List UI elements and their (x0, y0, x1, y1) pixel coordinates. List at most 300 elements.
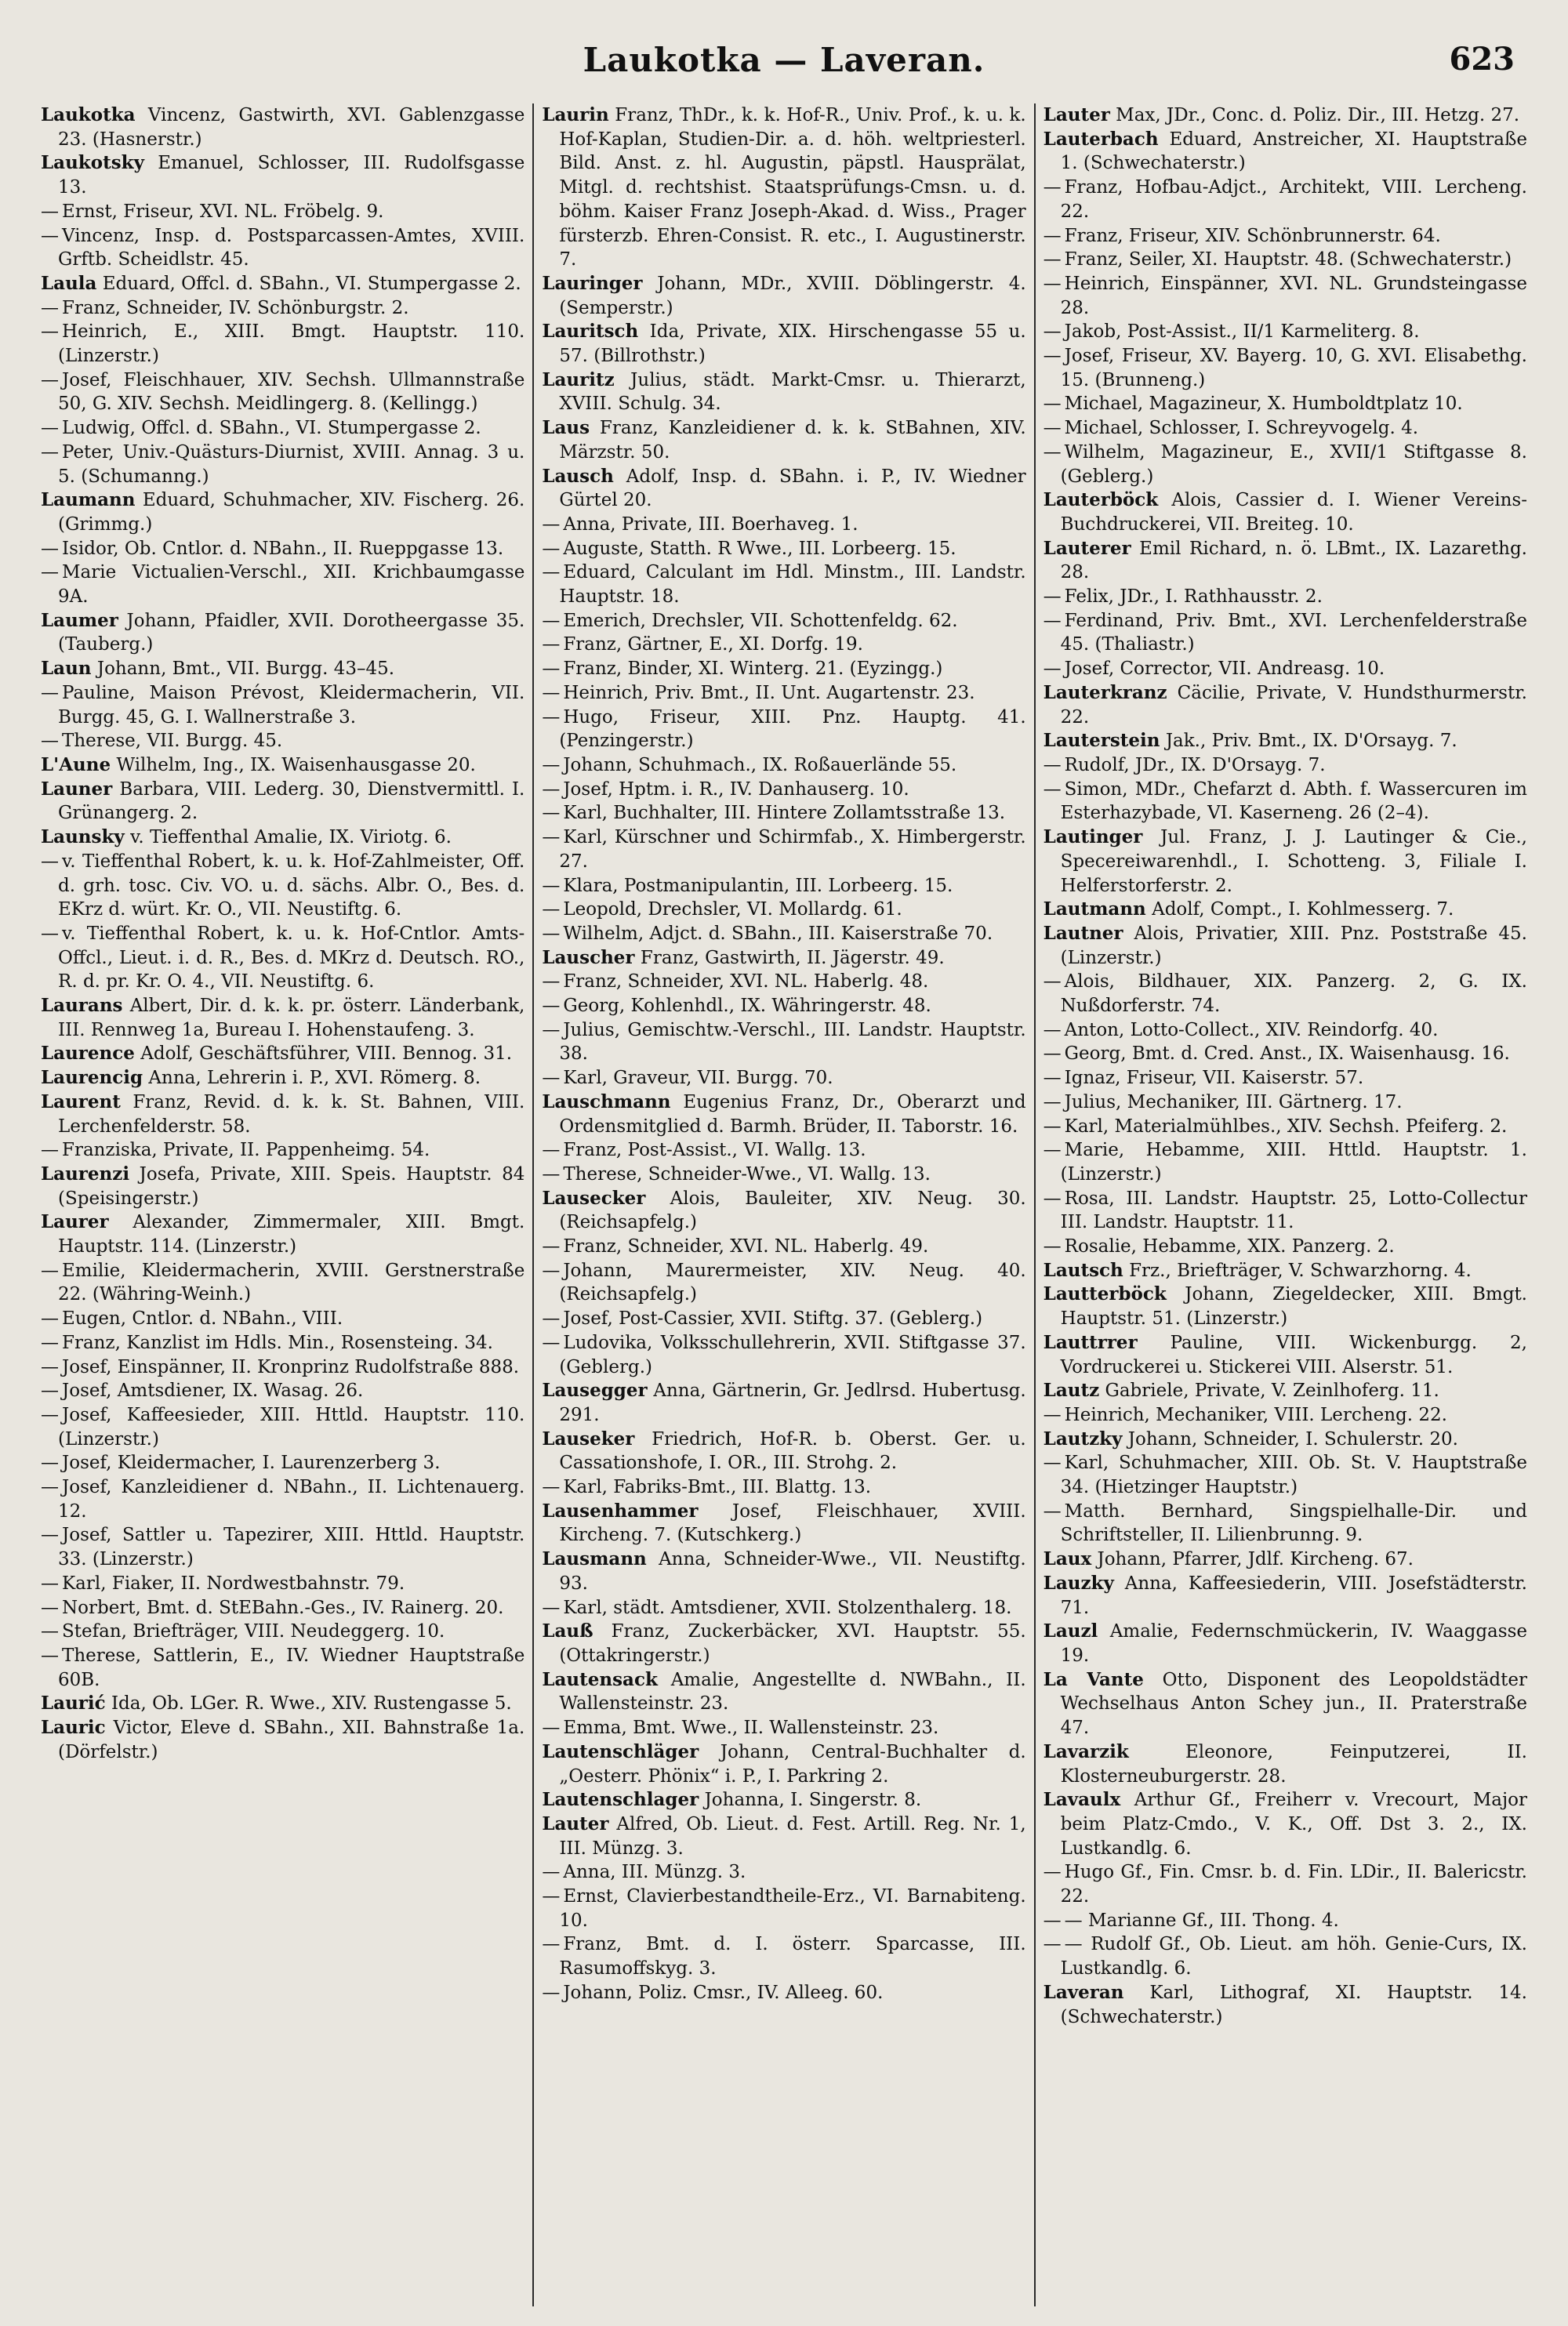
entry-dash: — (1043, 1453, 1062, 1474)
entry-details: Eduard, Calculant im Hdl. Minstm., III. Landstr. Hauptstr. 18. (559, 562, 1026, 608)
entry-details: Franz, Kanzlist im Hdls. Min., Rosensteing. 34. (62, 1332, 493, 1353)
directory-entry (1044, 1451, 1527, 1499)
directory-entry (41, 296, 524, 321)
entry-details: Karl, Buchhalter, III. Hintere Zollamtsstraße 13. (563, 803, 1006, 824)
directory-entry (1044, 898, 1527, 922)
entry-dash: — (1043, 1934, 1062, 1955)
entry-surname: Lautenschläger (542, 1740, 699, 1762)
entry-details: Pauline, VIII. Wickenburgg. 2, Vordruckerei u. Stickerei VIII. Alserstr. 51. (1060, 1332, 1527, 1377)
entry-dash: — (41, 1621, 59, 1642)
entry-details: Johann, Schneider, I. Schulerstr. 20. (1127, 1428, 1458, 1450)
directory-entry (1044, 826, 1527, 898)
entry-details: Ludwig, Offcl. d. SBahn., VI. Stumpergasse 2. (62, 418, 481, 439)
directory-entry (1044, 1187, 1527, 1235)
entry-surname: Lautz (1043, 1380, 1100, 1402)
entry-details: Julius, Mechaniker, III. Gärtnerg. 17. (1064, 1091, 1403, 1112)
entry-dash: — (41, 1453, 59, 1474)
entry-details: Simon, MDr., Chefarzt d. Abth. f. Wassercuren im Esterhazybade, VI. Kaserneng. 26 (2–4). (1060, 778, 1527, 824)
directory-entry (1044, 1379, 1527, 1403)
directory-entry (1044, 1115, 1527, 1139)
entry-details: Isidor, Ob. Cntlor. d. NBahn., II. Rueppgasse 13. (62, 538, 504, 559)
entry-details: Johann, Poliz. Cmsr., IV. Alleeg. 60. (563, 1982, 884, 2003)
entry-surname: Lauterbach (1043, 128, 1159, 150)
entry-dash: — (41, 1381, 59, 1402)
entry-details: Josef, Einspänner, II. Kronprinz Rudolfstraße 888. (62, 1356, 520, 1377)
entry-dash: — (542, 1886, 561, 1907)
directory-entry (41, 1716, 524, 1764)
directory-entry (542, 609, 1025, 633)
entry-dash: — (41, 731, 59, 752)
entry-dash: — (542, 971, 561, 992)
entry-dash: — (1043, 778, 1062, 800)
column-right (1034, 103, 1535, 2306)
entry-details: Hugo Gf., Fin. Cmsr. b. d. Fin. LDir., II. Balericstr. 22. (1060, 1862, 1527, 1907)
entry-dash: — (1043, 659, 1062, 680)
entry-dash: — (41, 1308, 59, 1330)
entry-dash: — (542, 706, 561, 728)
entry-dash: — (542, 610, 561, 631)
directory-entry (1044, 1572, 1527, 1620)
entry-surname: Lauschmann (542, 1090, 671, 1112)
entry-details: Ernst, Friseur, XVI. NL. Fröbelg. 9. (62, 201, 384, 222)
entry-dash: — (542, 1718, 561, 1739)
directory-entry (542, 898, 1025, 922)
directory-entry (41, 1596, 524, 1620)
entry-details: Vincenz, Insp. d. Postsparcassen-Amtes, XVIII. Grftb. Scheidlstr. 45. (58, 225, 525, 270)
entry-details: Franz, Post-Assist., VI. Wallg. 13. (563, 1140, 866, 1161)
directory-entry (542, 826, 1025, 873)
entry-surname: Lautsch (1043, 1259, 1123, 1281)
directory-entry (41, 657, 524, 681)
directory-entry (41, 681, 524, 729)
directory-entry (542, 1716, 1025, 1740)
entry-surname: Lauric (41, 1717, 106, 1739)
entry-dash: — (542, 1934, 561, 1955)
entry-surname: La Vante (1043, 1668, 1144, 1690)
directory-entry (41, 1259, 524, 1307)
entry-dash: — (542, 827, 561, 848)
entry-details: Franz, Hofbau-Adjct., Architekt, VIII. Lercheng. 22. (1060, 177, 1527, 222)
directory-entry (1044, 1932, 1527, 1980)
entry-dash: — (542, 562, 561, 583)
directory-entry (542, 416, 1025, 464)
directory-entry (542, 1548, 1025, 1595)
entry-details: Gabriele, Private, V. Zeinlhoferg. 11. (1105, 1381, 1439, 1402)
entry-details: Karl, Schuhmacher, XIII. Ob. St. V. Hauptstraße 34. (Hietzinger Hauptstr.) (1060, 1453, 1527, 1498)
entry-dash: — (542, 1260, 561, 1281)
entry-details: v. Tieffenthal Robert, k. u. k. Hof-Zahlmeister, Off. d. grh. tosc. Civ. VO. u. d. sächs. Albr. O., Bes. d. EKrz d. würt. Kr. O., VII. Neustiftg. 6. (58, 851, 525, 920)
entry-details: Franz, Gärtner, E., XI. Dorfg. 19. (563, 634, 863, 655)
directory-entry (542, 1259, 1025, 1307)
directory-entry (41, 1475, 524, 1523)
entry-surname: Laula (41, 272, 97, 294)
entry-details: Norbert, Bmt. d. StEBahn.-Ges., IV. Rainerg. 20. (62, 1597, 504, 1618)
entry-details: Karl, Fiaker, II. Nordwestbahnstr. 79. (62, 1573, 405, 1594)
entry-details: Pauline, Maison Prévost, Kleidermacherin, VII. Burgg. 45, G. I. Wallnerstraße 3. (58, 682, 525, 728)
directory-entry (542, 537, 1025, 561)
entry-details: Johann, Central-Buchhalter d. „Oesterr. Phönix“ i. P., I. Parkring 2. (559, 1741, 1026, 1787)
directory-entry (41, 609, 524, 657)
entry-details: Eugenius Franz, Dr., Oberarzt und Ordensmitglied d. Barmh. Brüder, II. Taborstr. 16. (559, 1091, 1026, 1137)
directory-entry (41, 1572, 524, 1596)
entry-details: Albert, Dir. d. k. k. pr. österr. Länderbank, III. Rennweg 1a, Bureau I. Hohenstaufeng. 3. (58, 996, 525, 1040)
entry-dash: — (41, 1597, 59, 1618)
directory-entry (542, 801, 1025, 826)
entry-dash: — (1043, 1188, 1062, 1209)
entry-dash: — (1043, 1091, 1062, 1112)
directory-entry (1044, 1403, 1527, 1428)
directory-entry (542, 1475, 1025, 1500)
entry-dash: — (41, 1260, 59, 1281)
directory-entry (1044, 1548, 1527, 1572)
entry-details: Karl, Lithograf, XI. Hauptstr. 14. (Schwechaterstr.) (1060, 1982, 1527, 2027)
entry-dash: — (1043, 249, 1062, 270)
entry-dash: — (41, 369, 59, 390)
entry-surname: Lauringer (542, 272, 643, 294)
entry-surname: Lausenhammer (542, 1500, 699, 1522)
directory-entry (41, 272, 524, 296)
entry-dash: — (542, 875, 561, 896)
directory-entry (542, 272, 1025, 320)
entry-details: Wilhelm, Ing., IX. Waisenhausgasse 20. (116, 754, 476, 775)
entry-details: Josefa, Private, XIII. Speis. Hauptstr. 84 (Speisingerstr.) (58, 1163, 525, 1209)
entry-details: Eleonore, Feinputzerei, II. Klosterneuburgerstr. 28. (1060, 1741, 1527, 1787)
entry-details: Wilhelm, Magazineur, E., XVII/1 Stiftgasse 8. (Geblerg.) (1060, 441, 1527, 487)
directory-entry (542, 1860, 1025, 1885)
entry-dash: — (1043, 418, 1062, 439)
entry-details: Eduard, Offcl. d. SBahn., VI. Stumpergasse 2. (102, 273, 521, 294)
directory-entry (1044, 344, 1527, 392)
entry-details: Otto, Disponent des Leopoldstädter Wechselhaus Anton Schey jun., II. Praterstraße 47. (1060, 1669, 1527, 1739)
entry-dash: — (41, 562, 59, 583)
directory-entry (41, 850, 524, 922)
directory-entry (542, 513, 1025, 537)
entry-surname: Laveran (1043, 1981, 1124, 2003)
directory-columns (33, 103, 1535, 2306)
directory-entry (41, 1331, 524, 1355)
entry-details: Cäcilie, Private, V. Hundsthurmerstr. 22. (1060, 682, 1527, 728)
entry-details: Josef, Corrector, VII. Andreasg. 10. (1064, 659, 1385, 680)
entry-details: Eduard, Schuhmacher, XIV. Fischerg. 26. (Grimmg.) (58, 490, 525, 535)
entry-dash: — (41, 1573, 59, 1594)
entry-details: Johann, Bmt., VII. Burgg. 43–45. (96, 659, 395, 680)
entry-details: Josef, Fleischhauer, XIV. Sechsh. Ullmannstraße 50, G. XIV. Sechsh. Meidlingerg. 8. (Kellingg.) (58, 369, 525, 415)
entry-dash: — (1043, 1043, 1062, 1065)
directory-entry (41, 200, 524, 224)
entry-details: Franz, Gastwirth, II. Jägerstr. 49. (640, 947, 945, 968)
entry-dash: — (1043, 394, 1062, 415)
entry-details: Ernst, Clavierbestandtheile-Erz., VI. Barnabiteng. 10. (559, 1886, 1026, 1931)
entry-details: Eugen, Cntlor. d. NBahn., VIII. (62, 1308, 343, 1330)
entry-details: Ignaz, Friseur, VII. Kaiserstr. 57. (1064, 1068, 1364, 1089)
directory-entry (41, 1451, 524, 1475)
directory-entry (542, 1813, 1025, 1860)
directory-entry (542, 1932, 1025, 1980)
entry-details: Matth. Bernhard, Singspielhalle-Dir. und Schriftsteller, II. Lilienbrunng. 9. (1060, 1500, 1527, 1546)
entry-details: Franz, Revid. d. k. k. St. Bahnen, VIII. Lerchenfelderstr. 58. (58, 1091, 525, 1137)
directory-entry (41, 320, 524, 368)
directory-entry (41, 1355, 524, 1380)
directory-entry (41, 922, 524, 994)
entry-dash: — (1043, 1140, 1062, 1161)
directory-entry (542, 1138, 1025, 1163)
entry-details: Ida, Ob. LGer. R. Wwe., XIV. Rustengasse 5. (111, 1693, 512, 1715)
directory-entry (1044, 585, 1527, 609)
entry-details: Adolf, Geschäftsführer, VIII. Bennog. 31. (140, 1043, 513, 1065)
entry-details: Heinrich, Einspänner, XVI. NL. Grundsteingasse 28. (1060, 273, 1527, 318)
entry-surname: Laumer (41, 609, 118, 631)
directory-entry (41, 994, 524, 1042)
entry-dash: — (41, 1140, 59, 1161)
directory-entry (1044, 1740, 1527, 1788)
entry-dash: — (1043, 1068, 1062, 1089)
entry-details: Jakob, Post-Assist., II/1 Karmeliterg. 8. (1064, 321, 1420, 343)
entry-surname: Laukotsky (41, 152, 144, 174)
directory-entry (542, 1090, 1025, 1138)
entry-details: Alexander, Zimmermaler, XIII. Bmgt. Hauptstr. 114. (Linzerstr.) (58, 1212, 525, 1257)
directory-entry (542, 1331, 1025, 1379)
directory-entry (1044, 488, 1527, 536)
directory-entry (1044, 176, 1527, 223)
entry-surname: Lautensack (542, 1668, 658, 1690)
entry-dash: — (41, 851, 59, 872)
entry-details: Franz, Zuckerbäcker, XVI. Hauptstr. 55. (Ottakringerstr.) (559, 1621, 1026, 1666)
entry-dash: — (542, 923, 561, 944)
directory-entry (1044, 1018, 1527, 1043)
entry-details: Friedrich, Hof-R. b. Oberst. Ger. u. Cassationshofe, I. OR., III. Strohg. 2. (559, 1428, 1026, 1474)
directory-entry (41, 778, 524, 826)
entry-dash: — (542, 996, 561, 1017)
directory-entry (542, 970, 1025, 994)
entry-details: Jak., Priv. Bmt., IX. D'Orsayg. 7. (1165, 731, 1457, 752)
directory-entry (542, 465, 1025, 513)
directory-entry (1044, 1042, 1527, 1066)
entry-details: Karl, Materialmühlbes., XIV. Sechsh. Pfeiferg. 2. (1064, 1116, 1508, 1137)
entry-details: Anna, Kaffeesiederin, VIII. Josefstädterstr. 71. (1060, 1573, 1527, 1618)
entry-surname: Launer (41, 778, 113, 800)
entry-surname: Laurin (542, 104, 609, 125)
entry-surname: Laumann (41, 489, 136, 511)
entry-details: Franz, Seiler, XI. Hauptstr. 48. (Schwechaterstr.) (1064, 249, 1512, 270)
entry-details: Adolf, Insp. d. SBahn. i. P., IV. Wiedner Gürtel 20. (559, 466, 1026, 511)
directory-entry (1044, 1428, 1527, 1452)
entry-surname: Lauter (542, 1813, 609, 1834)
directory-entry (542, 1163, 1025, 1187)
entry-dash: — (1043, 321, 1062, 343)
entry-details: Josef, Sattler u. Tapezirer, XIII. Httld. Hauptstr. 33. (Linzerstr.) (58, 1525, 525, 1570)
directory-entry (1044, 657, 1527, 681)
entry-dash: — (542, 538, 561, 559)
directory-entry (542, 681, 1025, 706)
entry-surname: Lavaulx (1043, 1789, 1121, 1811)
directory-entry (41, 1066, 524, 1090)
entry-details: Johann, Schuhmach., IX. Roßauerlände 55. (563, 754, 957, 775)
page-number: 623 (1449, 41, 1515, 78)
entry-dash: — (1043, 1500, 1062, 1522)
entry-surname: Lauterkranz (1043, 681, 1167, 703)
entry-details: Anna, Schneider-Wwe., VII. Neustiftg. 93. (559, 1549, 1026, 1594)
entry-details: Emilie, Kleidermacherin, XVIII. Gerstnerstraße 22. (Währing-Weinh.) (58, 1260, 525, 1305)
directory-entry (1044, 320, 1527, 344)
entry-dash: — (41, 1332, 59, 1353)
directory-entry (1044, 1981, 1527, 2029)
entry-details: Emma, Bmt. Wwe., II. Wallensteinstr. 23. (563, 1718, 939, 1739)
entry-details: Anna, Lehrerin i. P., XVI. Römerg. 8. (148, 1068, 481, 1089)
directory-entry (1044, 1909, 1527, 1933)
entry-details: Alois, Cassier d. I. Wiener Vereins-Buchdruckerei, VII. Breiteg. 10. (1060, 490, 1527, 535)
entry-dash: — (542, 1236, 561, 1257)
directory-entry (41, 1620, 524, 1644)
entry-dash: — (1043, 754, 1062, 775)
entry-details: Anton, Lotto-Collect., XIV. Reindorfg. 40. (1064, 1019, 1439, 1040)
entry-details: Josef, Hptm. i. R., IV. Danhauserg. 10. (563, 778, 909, 800)
directory-entry (1044, 729, 1527, 753)
entry-dash: — (542, 682, 561, 703)
entry-surname: Lausecker (542, 1187, 646, 1209)
directory-entry (1044, 778, 1527, 826)
entry-surname: Laurenzi (41, 1163, 130, 1185)
entry-dash: — (1043, 346, 1062, 367)
directory-entry (1044, 441, 1527, 488)
entry-details: Franz, Kanzleidiener d. k. k. StBahnen, XIV. Märzstr. 50. (559, 418, 1026, 463)
entry-details: Karl, Fabriks-Bmt., III. Blattg. 13. (563, 1477, 872, 1498)
entry-details: Johann, Pfaidler, XVII. Dorotheergasse 35. (Tauberg.) (58, 610, 525, 655)
entry-dash: — (542, 803, 561, 824)
entry-surname: Lautenschlager (542, 1789, 699, 1811)
directory-entry (1044, 392, 1527, 416)
entry-details: Johann, Ziegeldecker, XIII. Bmgt. Hauptstr. 51. (Linzerstr.) (1060, 1284, 1527, 1330)
directory-entry (1044, 1860, 1527, 1908)
directory-entry (1044, 609, 1527, 657)
entry-dash: — (1043, 971, 1062, 992)
entry-dash: — (41, 418, 59, 439)
directory-entry (542, 1018, 1025, 1066)
entry-details: Josef, Post-Cassier, XVII. Stiftg. 37. (Geblerg.) (563, 1308, 983, 1330)
entry-details: Emil Richard, n. ö. LBmt., IX. Lazarethg. 28. (1060, 538, 1527, 583)
directory-entry (542, 1885, 1025, 1932)
entry-details: Klara, Postmanipulantin, III. Lorbeerg. 15. (563, 875, 953, 896)
entry-surname: Laurence (41, 1043, 135, 1065)
directory-entry (542, 1620, 1025, 1667)
entry-details: Stefan, Briefträger, VIII. Neudeggerg. 10. (62, 1621, 445, 1642)
directory-entry (542, 874, 1025, 898)
entry-dash: — (542, 1982, 561, 2003)
entry-details: Michael, Schlosser, I. Schreyvogelg. 4. (1064, 418, 1419, 439)
entry-dash: — (41, 1477, 59, 1498)
entry-dash: — (542, 899, 561, 920)
directory-entry (41, 561, 524, 608)
directory-entry (41, 1644, 524, 1692)
entry-dash: — (41, 1646, 59, 1666)
entry-dash: — (1043, 1404, 1062, 1425)
entry-details: Marie, Hebamme, XIII. Httld. Hauptstr. 1. (Linzerstr.) (1060, 1140, 1527, 1185)
directory-entry (1044, 103, 1527, 128)
entry-details: Emanuel, Schlosser, III. Rudolfsgasse 13. (58, 153, 525, 198)
entry-details: Therese, VII. Burgg. 45. (62, 731, 283, 752)
entry-surname: Lauterböck (1043, 489, 1159, 511)
directory-entry (1044, 681, 1527, 729)
column-middle (532, 103, 1033, 2306)
entry-details: Franziska, Private, II. Pappenheimg. 54. (62, 1140, 430, 1161)
entry-details: Arthur Gf., Freiherr v. Vrecourt, Major beim Platz-Cmdo., V. K., Off. Dst 3. 2., IX. Lustkandlg. 6. (1060, 1790, 1527, 1859)
directory-entry (41, 1138, 524, 1163)
directory-entry (41, 441, 524, 488)
entry-surname: Lauritsch (542, 321, 639, 343)
directory-entry (1044, 537, 1527, 585)
directory-entry (542, 753, 1025, 778)
directory-entry (1044, 248, 1527, 272)
entry-dash: — (41, 538, 59, 559)
directory-entry (41, 753, 524, 778)
directory-entry (1044, 1620, 1527, 1667)
directory-entry (542, 946, 1025, 971)
entry-details: Julius, städt. Markt-Cmsr. u. Thierarzt, XVIII. Schulg. 34. (559, 369, 1026, 415)
entry-details: Josef, Kleidermacher, I. Laurenzerberg 3. (62, 1453, 441, 1474)
directory-entry (1044, 1331, 1527, 1379)
directory-entry (1044, 416, 1527, 441)
entry-details: — Rudolf Gf., Ob. Lieut. am höh. Genie-Curs, IX. Lustkandlg. 6. (1060, 1934, 1527, 1979)
entry-details: Felix, JDr., I. Rathhausstr. 2. (1064, 586, 1323, 608)
entry-surname: Laurans (41, 995, 123, 1017)
entry-details: Franz, Schneider, IV. Schönburgstr. 2. (62, 297, 409, 318)
directory-entry (1044, 1235, 1527, 1259)
entry-surname: Lauzky (1043, 1572, 1114, 1594)
entry-details: Franz, Schneider, XVI. NL. Haberlg. 49. (563, 1236, 929, 1257)
entry-details: Anna, Gärtnerin, Gr. Jedlrsd. Hubertusg. 291. (559, 1381, 1026, 1425)
directory-entry (542, 1235, 1025, 1259)
entry-surname: Lautmann (1043, 898, 1146, 920)
entry-dash: — (542, 659, 561, 680)
directory-entry (41, 1692, 524, 1716)
directory-entry (542, 706, 1025, 753)
entry-surname: L'Aune (41, 753, 111, 775)
entry-details: Adolf, Compt., I. Kohlmesserg. 7. (1152, 899, 1454, 920)
entry-dash: — (542, 1477, 561, 1498)
entry-dash: — (1043, 225, 1062, 246)
entry-surname: Lauscher (542, 946, 635, 968)
directory-entry (542, 1066, 1025, 1090)
directory-entry (1044, 922, 1527, 970)
directory-entry (542, 320, 1025, 368)
entry-dash: — (41, 441, 59, 463)
entry-details: Heinrich, Priv. Bmt., II. Unt. Augartenstr. 23. (563, 682, 975, 703)
directory-entry (542, 1740, 1025, 1788)
entry-details: Hugo, Friseur, XIII. Pnz. Hauptg. 41. (Penzingerstr.) (559, 706, 1026, 752)
column-left (33, 103, 532, 2306)
entry-surname: Lautner (1043, 922, 1123, 944)
directory-entry (1044, 1668, 1527, 1740)
entry-dash: — (1043, 586, 1062, 608)
entry-dash: — (542, 778, 561, 800)
directory-entry (542, 1596, 1025, 1620)
entry-dash: — (1043, 1862, 1062, 1883)
directory-entry (542, 1500, 1025, 1548)
directory-entry (1044, 128, 1527, 176)
entry-details: Johann, Maurermeister, XIV. Neug. 40. (Reichsapfelg.) (559, 1260, 1026, 1305)
directory-entry (542, 1307, 1025, 1331)
entry-surname: Laurić (41, 1693, 106, 1715)
entry-details: Franz, ThDr., k. k. Hof-R., Univ. Prof., k. u. k. Hof-Kaplan, Studien-Dir. a. d. höh. weltpriesterl. Bild. Anst. z. hl. Augustin, päpstl. Hausprälat, Mitgl. d. rechtshist. Staatsprüfungs-Cmsn. u. d. böhm. Kaiser Franz Joseph-Akad. d. Wiss., Prager fürsterzb. Ehren-Consist. R. etc., I. Augustinerstr. 7. (559, 105, 1026, 270)
directory-entry (41, 1523, 524, 1571)
directory-entry (542, 994, 1025, 1018)
entry-details: Johann, MDr., XVIII. Döblingerstr. 4. (Semperstr.) (559, 273, 1026, 318)
entry-details: Alois, Privatier, XIII. Pnz. Poststraße 45. (Linzerstr.) (1060, 923, 1527, 968)
entry-dash: — (542, 1308, 561, 1330)
entry-details: Auguste, Statth. R Wwe., III. Lorbeerg. 15. (563, 538, 956, 559)
entry-dash: — (542, 1140, 561, 1161)
entry-details: Vincenz, Gastwirth, XVI. Gablenzgasse 23. (Hasnerstr.) (58, 105, 525, 150)
entry-surname: Lauterstein (1043, 730, 1160, 752)
